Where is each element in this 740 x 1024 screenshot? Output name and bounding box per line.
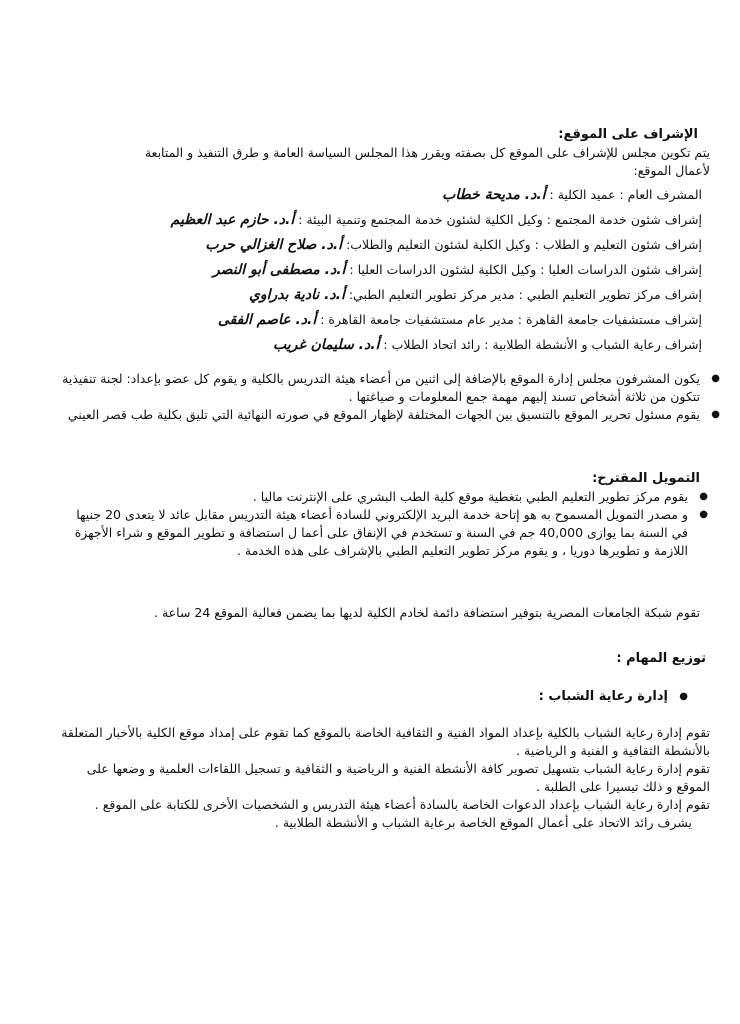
role-name: أ.د. صلاح الغزالي حرب [205,237,343,253]
role-row [30,211,702,236]
role-row [30,286,702,311]
tasks-section [30,650,710,668]
role-title: إشراف شئون التعليم و الطلاب : وكيل الكلية لشئون التعليم والطلاب: [346,237,702,252]
tasks-bullet-block [30,688,690,706]
role-title: إشراف مستشفيات جامعة القاهرة : مدير عام مستشفيات جامعة القاهرة : [320,312,702,327]
role-name: أ.د. مديحة خطاب [442,187,546,203]
supervision-intro-line1: يتم تكوين مجلس للإشراف على الموقع كل بصفته ويقرر هذا المجلس السياسة العامة و طرق التنفيذ و المتابعة [144,145,710,160]
task-paragraph: تقوم إدارة رعاية الشباب بالكلية بإعداد المواد الفنية و الثقافية الخاصة بالموقع كما تقوم على إمداد موقع الكلية بالأخبار المتعلقة بالأنشطة الثقافية و الفنية و الرياضية . [61,725,710,758]
funding-note: تقوم شبكة الجامعات المصرية بتوفير استضافة دائمة لخادم الكلية لديها بما يضمن فعالية الموقع 24 ساعة . [154,605,700,620]
role-title: إشراف شئون الدراسات العليا : وكيل الكلية لشئون الدراسات العليا : [349,262,702,277]
role-title: المشرف العام : عميد الكلية : [549,187,702,202]
supervision-heading: الإشراف على الموقع: [558,127,698,142]
supervision-intro-line2: لأعمال الموقع: [633,163,710,178]
role-name: أ.د. مصطفى أبو النصر [212,262,346,278]
role-title: إشراف مركز تطوير التعليم الطبي : مدير مركز تطوير التعليم الطبي: [348,287,702,302]
supervision-section [30,126,710,180]
roles-list [30,186,702,361]
funding-section [30,470,710,488]
funding-bullets [60,488,710,560]
role-row [30,261,702,286]
role-name: أ.د. عاصم الفقى [217,312,317,328]
funding-heading: التمويل المقترح: [592,471,700,486]
tasks-paragraphs [50,724,710,832]
role-name: أ.د. نادية بدراوي [248,287,345,303]
youth-care-bullet: ● إدارة رعاية الشباب : [30,688,690,706]
task-paragraph: تقوم إدارة رعاية الشباب بتسهيل تصوير كافة الأنشطة الفنية و الرياضية و الثقافية و تسجيل اللقاءات العلمية و وضعها على الموقع و ذلك تيسيرا على الطلبة . [86,761,710,794]
supervision-bullets [60,370,722,424]
task-paragraph: يشرف رائد الاتحاد على أعمال الموقع الخاصة برعاية الشباب و الأنشطة الطلابية . [274,815,692,830]
bullet-item: ● و مصدر التمويل المسموح به هو إتاحة خدمة البريد الإلكتروني للسادة أعضاء هيئة التدريس مقابل عائد لا يتعدى 20 جنيها في السنة بما يوازى 40,000 جم في السنة و تستخدم في الإنفاق على أعما ل استضافة و تطوير الموقع و شراء الأجهزة اللازمة و تطويرها دوريا ، و يقوم مركز تطوير التعليم الطبي بالإشراف على هذه الخدمة . [60,506,710,560]
task-paragraph: تقوم إدارة رعاية الشباب بإعداد الدعوات الخاصة بالسادة أعضاء هيئة التدريس و الشخصيات الأخرى للكتابة على الموقع . [94,797,710,812]
role-row [30,186,702,211]
role-row [30,336,702,361]
role-name: أ.د. حازم عبد العظيم [170,212,295,228]
bullet-item: ● يكون المشرفون مجلس إدارة الموقع بالإضافة إلى اثنين من أعضاء هيئة التدريس بالكلية و يقوم كل عضو بإعداد: لجنة تنفيذية تتكون من ثلاثة أشخاص تسند إليهم مهمة جمع المعلومات و صياغتها . [60,370,722,406]
role-title: إشراف رعاية الشباب و الأنشطة الطلابية : رائد اتحاد الطلاب : [383,337,702,352]
role-name: أ.د. سليمان غريب [273,337,380,353]
tasks-heading: توزيع المهام : [616,651,706,666]
bullet-item: ● يقوم مركز تطوير التعليم الطبي بتغطية موقع كلية الطب البشري على الإنترنت ماليا . [60,488,710,506]
role-title: إشراف شئون خدمة المجتمع : وكيل الكلية لشئون خدمة المجتمع وتنمية البيئة : [298,212,702,227]
role-row [30,311,702,336]
role-row [30,236,702,261]
bullet-item: ● يقوم مسئول تحرير الموقع بالتنسيق بين الجهات المختلفة لإظهار الموقع في صورته النهائية التي تليق بكلية طب قصر العيني [60,406,722,424]
